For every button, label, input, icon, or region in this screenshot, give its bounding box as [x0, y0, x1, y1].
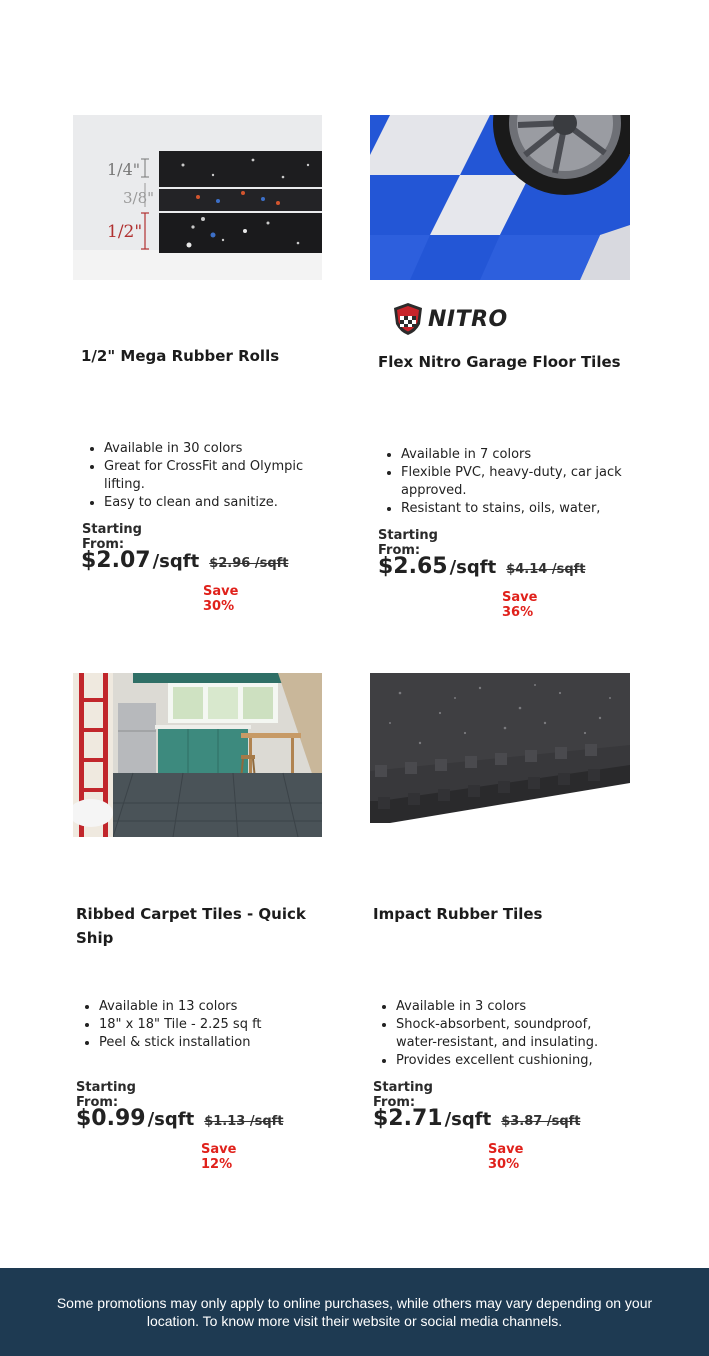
- feature-item: Available in 13 colors: [77, 998, 337, 1016]
- promo-disclaimer-footer: [0, 1268, 709, 1356]
- feature-item: Easy to clean and sanitize.: [82, 494, 342, 512]
- product-image-impact-tiles[interactable]: [370, 673, 630, 837]
- feature-item: Great for CrossFit and Olympic lifting.: [82, 458, 342, 494]
- feature-item: 18" x 18" Tile - 2.25 sq ft: [77, 1016, 337, 1034]
- feature-item: Resistant to stains, oils, water,: [379, 500, 629, 518]
- product-image-nitro-tiles[interactable]: [370, 115, 630, 280]
- feature-item: Available in 7 colors: [379, 446, 629, 464]
- feature-item: Provides excellent cushioning,: [374, 1052, 624, 1070]
- price-unit: /sqft: [152, 551, 200, 572]
- price-row: [373, 1106, 581, 1131]
- starting-from-label: Starting From:: [373, 1080, 433, 1110]
- price-unit: /sqft: [147, 1109, 195, 1130]
- original-price: $1.13 /sqft: [204, 1114, 284, 1129]
- product-title[interactable]: Impact Rubber Tiles: [373, 905, 543, 923]
- save-badge: Save 30%: [488, 1142, 524, 1172]
- save-badge: Save 36%: [502, 590, 538, 620]
- feature-item: Shock-absorbent, soundproof, water-resistant, and insulating.: [374, 1016, 624, 1052]
- disclaimer-text: Some promotions may only apply to online purchases, while others may vary depending on your location. To know more visit their website or social media channels.: [56, 1295, 653, 1329]
- nitro-brand-logo: [392, 302, 508, 336]
- starting-from-label: Starting From:: [378, 528, 438, 558]
- feature-list: [77, 998, 337, 1052]
- starting-from-label: Starting From:: [82, 522, 142, 552]
- feature-item: Peel & stick installation: [77, 1034, 337, 1052]
- price-row: [378, 554, 586, 579]
- current-price: $0.99: [76, 1106, 146, 1131]
- price-unit: /sqft: [449, 557, 497, 578]
- original-price: $2.96 /sqft: [209, 556, 289, 571]
- original-price: $3.87 /sqft: [501, 1114, 581, 1129]
- product-title[interactable]: 1/2" Mega Rubber Rolls: [81, 347, 280, 365]
- feature-list: [379, 446, 629, 518]
- product-title[interactable]: Ribbed Carpet Tiles - Quick Ship: [76, 905, 306, 947]
- shield-icon: [392, 302, 424, 336]
- price-row: [76, 1106, 284, 1131]
- thickness-label-three-eighths: 3/8": [123, 189, 155, 207]
- product-image-rubber-rolls[interactable]: [73, 115, 322, 280]
- price-row: [81, 548, 289, 573]
- product-title[interactable]: Flex Nitro Garage Floor Tiles: [378, 353, 621, 371]
- thickness-label-quarter: 1/4": [107, 160, 141, 179]
- feature-list: [374, 998, 624, 1070]
- brand-name: NITRO: [428, 306, 508, 332]
- price-unit: /sqft: [444, 1109, 492, 1130]
- thickness-label-half: 1/2": [107, 222, 143, 242]
- current-price: $2.65: [378, 554, 448, 579]
- current-price: $2.07: [81, 548, 151, 573]
- starting-from-label: Starting From:: [76, 1080, 136, 1110]
- current-price: $2.71: [373, 1106, 443, 1131]
- feature-item: Flexible PVC, heavy-duty, car jack approved.: [379, 464, 629, 500]
- product-image-carpet-tiles[interactable]: [73, 673, 322, 837]
- feature-item: Available in 30 colors: [82, 440, 342, 458]
- feature-list: [82, 440, 342, 512]
- original-price: $4.14 /sqft: [506, 562, 586, 577]
- feature-item: Available in 3 colors: [374, 998, 624, 1016]
- save-badge: Save 12%: [201, 1142, 237, 1172]
- save-badge: Save 30%: [203, 584, 239, 614]
